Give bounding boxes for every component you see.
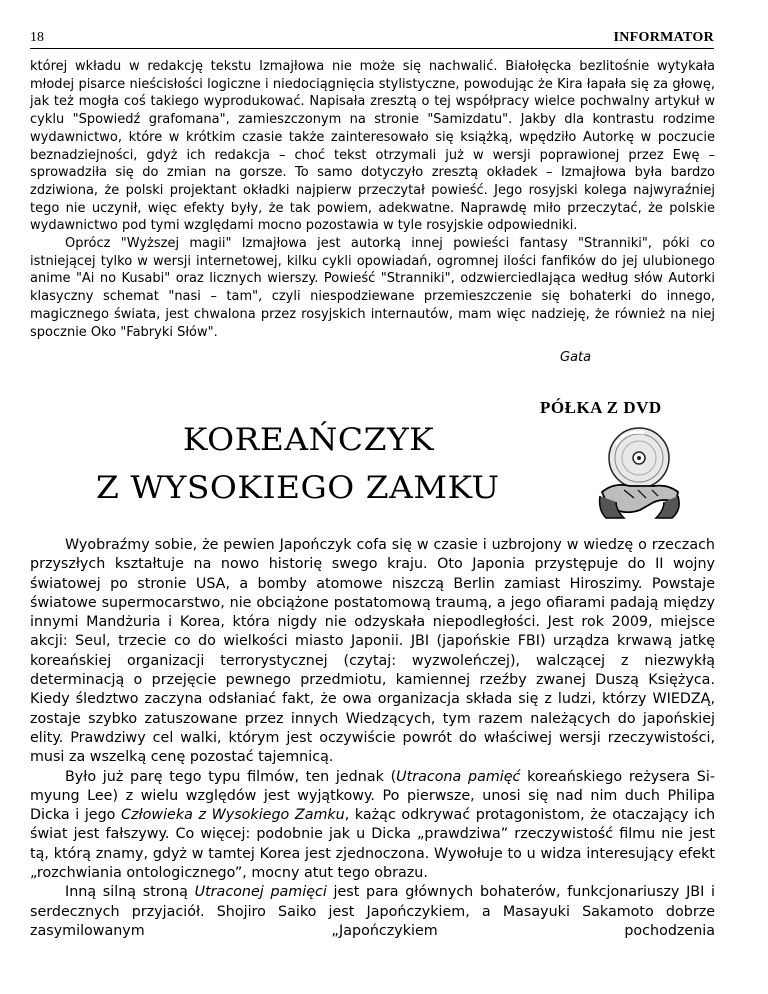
author-signature: Gata — [560, 350, 592, 365]
paragraph: Wyobraźmy sobie, że pewien Japończyk cofa się w czasie i uzbrojony w wiedzę o rzeczach przyszłych kształtuje na nowo historię swego kraju. Oto Japonia przystępuje do II wojny światowej po stronie USA, a bomby atomowe niszczą Berlin zamiast Hiroszimy. Powstaje światowe supermocarstwo, nie obciążone postatomową traumą, a jego ofiarami padają między innymi Mandżuria i Korea, która nigdy nie odzyskała niepodległości. Jest rok 2009, miejsce akcji: Seul, trzecie co do wielkości miasto Japonii. JBI (japońskie FBI) urządza krwawą jatkę koreańskiej organizacji terrorystycznej (czytaj: wyzwoleńczej), walczącej z niezwykłą determinacją o przejęcie pewnego przedmiotu, kamiennej rzeźby zwanej Duszą Księżyca. Kiedy śledztwo zaczyna odsłaniać fakt, że owa organizacja składa się z ludzi, którzy WIEDZĄ, zostaje szybko zatuszowane przez innych Wiedzących, tym razem należących do japońskiej elity. Prawdziwy cel walki, którym jest oczywiście powrót do właściwej wersji rzeczywistości, musi za wszelką cenę pozostać tajemnicą. — [30, 537, 715, 766]
dvd-disc-hands-icon — [594, 426, 684, 520]
title-line-2: Z WYSOKIEGO ZAMKU — [96, 470, 500, 506]
page-header — [30, 30, 714, 49]
paragraph: Inną silną stroną Utraconej pamięci jest para głównych bohaterów, funkcjonariuszy JBI i serdecznych przyjaciół. Shojiro Saiko jest Japończykiem, a Masayuki Sakamoto dobrze zasymilowanym „Japończykiem pochodzenia — [30, 884, 716, 939]
page-number: 18 — [30, 30, 44, 45]
paragraph: której wkładu w redakcję tekstu Izmajłowa nie może się nachwalić. Białołęcka bezlitośnie wytykała młodej pisarce nieścisłości logiczne i niedociągnięcia stylistyczne, powodując że Kira łapała się za głowę, jak też mogła coś takiego wyprodukować. Napisała zresztą o tej współpracy wielce pochwalny artykuł w cyklu "Spowiedź grafomana", zamieszczonym na stronie "Samizdatu". Jakby dla kontrastu rodzime wydawnictwo, które w krótkim czasie także zainteresowało się książką, wpędziło Autorkę w poczucie beznadziejności, gdyż ich redakcja – choć tekst otrzymali już w wersji poprawionej przez Ewę – sprowadziła się do zmian na gorsze. To samo dotyczyło zresztą okładek – Izmajłowa była bardzo zdziwiona, że polski projektant okładki najpierw przeczytał powieść. Jego rosyjski kolega najwyraźniej tego nie uczynił, więc efekty były, że tak powiem, adekwatne. Naprawdę miło przeczytać, że polskie wydawnictwo pod tymi względami mocno pozostawia w tyle rosyjskie odpowiedniki. — [30, 59, 715, 234]
title-line-1: KOREAŃCZYK — [182, 422, 435, 458]
film-title: Utraconej pamięci — [194, 884, 327, 901]
article-body — [30, 536, 715, 941]
paragraph: Było już parę tego typu filmów, ten jednak (Utracona pamięć koreańskiego reżysera Si-myung Lee) z wielu względów jest wyjątkowy. Po pierwsze, unosi się nad nim duch Philipa Dicka i jego Człowieka z Wysokiego Zamku, każąc odkrywać protagonistom, że otaczający ich świat jest fałszywy. Co więcej: podobnie jak u Dicka „prawdziwa” rzeczywistość filmu nie jest tą, którą znamy, gdyż w tamtej Korea jest zjednoczona. Wywołuje to u widza interesujący efekt „rozchwiania ontologicznego”, mocny atut tego obrazu. — [30, 768, 716, 882]
article-title — [96, 416, 605, 512]
magazine-name: INFORMATOR — [613, 30, 714, 45]
section-heading: PÓŁKA Z DVD — [540, 398, 662, 417]
film-title: Utracona pamięć — [396, 768, 521, 785]
paragraph: Oprócz "Wyższej magii" Izmajłowa jest autorką innej powieści fantasy "Stranniki", póki co istniejącej tylko w wersji internetowej, kilku cykli opowiadań, ogromnej ilości fanfików do jej ulubionego anime "Ai no Kusabi" oraz licznych wierszy. Powieść "Stranniki", odzwierciedlająca według słów Autorki klasyczny schemat "nasi – tam", czyli niespodziewane przemieszczenie się bohaterki do innego, magicznego świata, jest chwalona przez rosyjskich internautów, mam więc nadzieję, że również na niej spocznie Oko "Fabryki Słów". — [30, 236, 715, 340]
book-title: Człowieka z Wysokiego Zamku — [121, 807, 345, 824]
previous-article-text — [30, 58, 715, 341]
